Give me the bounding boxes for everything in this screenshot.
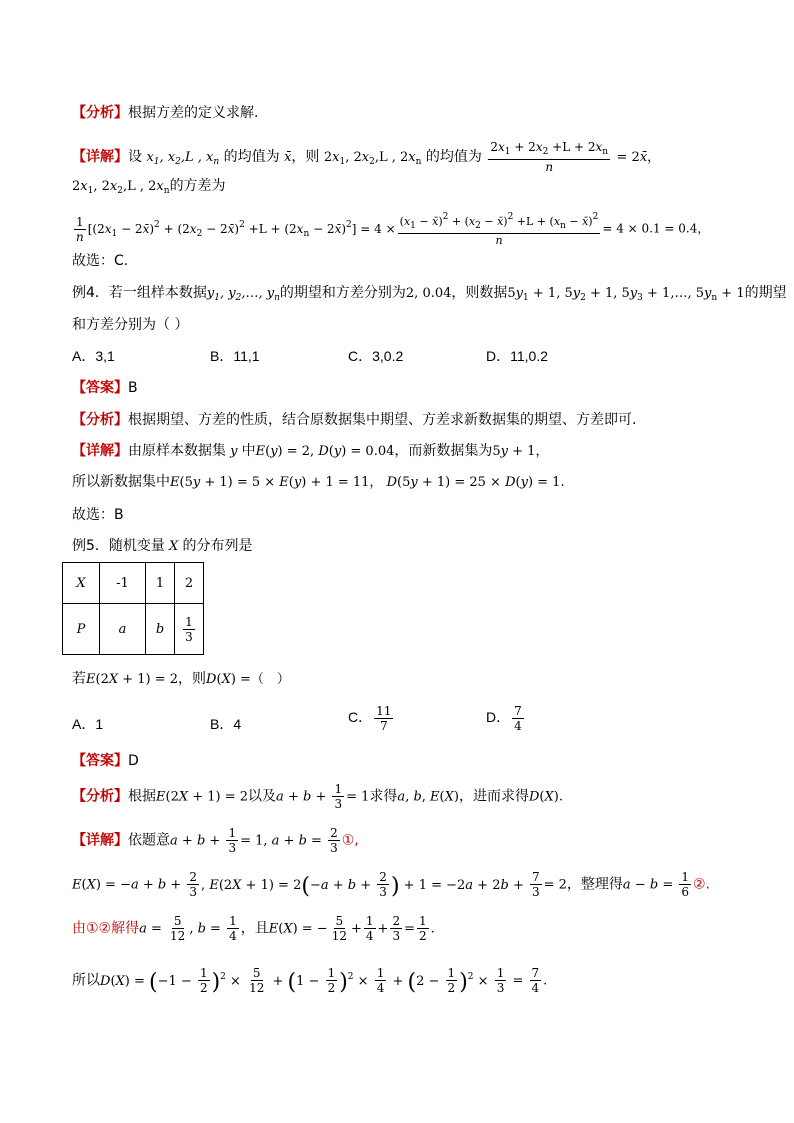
ex5-diff: a − b =	[622, 877, 678, 893]
ex4-detail-line2	[72, 472, 565, 493]
ex5-e2x-expr: , E(2X + 1) = 2(−a + b +	[201, 873, 376, 899]
ex3-variance-heading	[72, 176, 226, 201]
table-cell: a	[100, 604, 146, 655]
ex4-stem-c: ，则数据	[451, 285, 508, 301]
ex5-e2x-expr-b: ) + 1 = −2a + 2b +	[390, 873, 528, 899]
ex3-variance-text: 的方差为	[169, 178, 226, 194]
ex5-line3-a: 由①②解得	[72, 920, 140, 937]
ex5-option-d[interactable]: D． $\frac{7}{4}$	[486, 704, 522, 733]
ex5-b-value: , b =	[189, 921, 226, 937]
ex5-e2x-eq: = 2	[543, 877, 567, 893]
analysis-label: 【分析】	[72, 788, 128, 805]
ex5-ex-value: E(X) = −	[268, 921, 328, 937]
ex4-new-expectation: E(5y + 1) = 5 × E(y) + 1 = 11， D(5y + 1) = 25 × D(y) = 1.	[170, 475, 565, 490]
ex5-analysis-target: D(X).	[528, 789, 563, 805]
ex4-stem-b: 的期望和方差分别为	[279, 285, 406, 301]
ex5-option-d-label: D．	[486, 709, 511, 726]
ex4-option-c[interactable]: C．3,0.2	[348, 348, 404, 364]
ex5-detail-line3: 由①②解得a = $\frac{5}{12}$ , b = $\frac{1}{4}$ ，且E(X) = − $\frac{5}{12}$ + $\frac{1}{4}$ + $\frac{2}{3}$ = $\frac{1}{2}$ .	[72, 914, 435, 943]
ex4-option-a[interactable]: A．3,1	[72, 348, 115, 364]
ex5-dx: D(X) =（ ）	[206, 672, 290, 687]
ex5-detail-a: 依题意	[128, 832, 170, 849]
ex4-stem-a: 例4．若一组样本数据	[72, 285, 207, 301]
ex5-answer-line	[72, 751, 139, 771]
ex5-analysis-b: 以及	[248, 788, 277, 805]
ex3-detail-text-d: 的均值为	[425, 149, 482, 165]
ex4-option-d[interactable]: D．11,0.2	[486, 348, 548, 364]
ex5-analysis-a: 根据	[128, 788, 156, 805]
ex4-given-values: 2, 0.04	[405, 286, 452, 301]
table-cell: 2	[175, 563, 204, 604]
ex3-xbar: x̄	[284, 150, 292, 165]
ex4-given-ed: E(y) = 2, D(y) = 0.04	[255, 444, 395, 459]
ex3-2x-sequence-2: $2x_1$, $2x_2,L$ , $2x_n$	[72, 179, 170, 196]
ex3-variance-formula: $\frac{1}{n}$ [($2x_1$ − 2x̄)$^2$ + ($2x_2$ − 2x̄)$^2$ $+L + (2x_n$ − 2x̄)$^2$] = 4 × $\frac{(x_1 - x̄)^2 + (x_2 - x̄)^2 +L + (x_n - x̄)^2}{n}$ = 4 × 0.1 = 0.4，	[76, 212, 710, 247]
ex4-detail-a: 由原样本数据集	[128, 443, 226, 459]
ex5-analysis-eq2b: = 1	[346, 789, 370, 805]
ex5-analysis-vars: a, b, E(X)	[397, 789, 459, 805]
ex4-stem-d: 的期望	[744, 285, 787, 301]
ex5-mark-2: ②.	[693, 876, 711, 893]
ex5-stem-b: 的分布列是	[182, 538, 253, 554]
ex3-analysis-line	[72, 103, 258, 123]
ex5-analysis-c: 求得	[369, 788, 398, 805]
ex5-stem	[72, 536, 252, 557]
ex3-conclusion: 故选：C.	[72, 253, 129, 269]
ex4-line2-a: 所以新数据集中	[72, 474, 170, 490]
ex5-analysis-line: 【分析】根据E(2X + 1) = 2以及a + b + $\frac{1}{3}$ = 1求得a, b, E(X)，进而求得D(X).	[72, 782, 563, 811]
ex5-analysis-d: ，进而求得	[458, 788, 529, 805]
ex5-option-b[interactable]: B．4	[210, 716, 242, 732]
ex3-mean-fraction: $\frac{2x_1 + 2x_2 +L + 2x_n}{n}$	[490, 140, 609, 174]
ex4-y-sequence: $y_1$, $y_2,\dots$, $y_n$	[206, 286, 280, 303]
ex5-detail-line1: 【详解】依题意a + b + $\frac{1}{3}$ = 1, a + b = $\frac{2}{3}$ ①,	[72, 826, 359, 855]
ex4-answer: B	[128, 380, 138, 396]
ex5-mark-1: ①,	[341, 832, 359, 849]
ex5-detail-line2: E(X) = −a + b + $\frac{2}{3}$ , E(2X + 1) = 2(−a + b + $\frac{2}{3}$ ) + 1 = −2a + 2b + $\frac{7}{3}$ = 2，整理得a − b = $\frac{1}{6}$ ②.	[72, 870, 711, 899]
ex4-conclusion: 故选：B	[72, 507, 124, 523]
answer-label: 【答案】	[72, 753, 128, 769]
ex4-answer-line	[72, 378, 138, 398]
ex4-new-var: 5y + 1，	[492, 444, 549, 459]
ex5-ex-expr: E(X) = −a + b +	[72, 877, 186, 893]
ex4-analysis-text: 根据期望、方差的性质，结合原数据集中期望、方差求新数据集的期望、方差即可.	[128, 412, 637, 428]
table-cell: $\frac{1}{3}$	[175, 604, 204, 655]
ex5-stem-a: 例5．随机变量	[72, 538, 165, 554]
table-cell: 1	[146, 563, 175, 604]
ex3-detail-text-c: ，则	[291, 149, 320, 165]
ex5-analysis-eq1: E(2X + 1) = 2	[156, 789, 249, 805]
ex3-variance-fraction: $\frac{(x_1 - x̄)^2 + (x_2 - x̄)^2 +L + (x_n - x̄)^2}{n}$	[399, 212, 599, 247]
ex5-analysis-eq2: a + b +	[276, 789, 331, 805]
ex5-answer: D	[128, 753, 139, 769]
ex5-line3-b: ，且	[240, 920, 269, 937]
ex5-dx-formula: D(X) = (−1 −	[100, 969, 196, 995]
ex3-detail-line	[72, 140, 660, 174]
ex5-a-value: a =	[139, 921, 167, 937]
ex5-x-var: X	[164, 539, 183, 554]
ex3-x-sequence: $x_1$, $x_2,L$ , $x_n$	[146, 150, 220, 167]
table-cell: P	[63, 604, 100, 655]
ex5-option-c-label: C．	[348, 709, 373, 726]
table-cell: b	[146, 604, 175, 655]
table-row	[63, 563, 204, 604]
ex5-eq-sum: a + b +	[170, 833, 225, 849]
detail-label: 【详解】	[72, 149, 128, 165]
ex3-detail-text-b: 的均值为	[223, 149, 280, 165]
ex3-2x-sequence: $2x_1$, $2x_2,L$ , $2x_n$	[323, 150, 422, 167]
detail-label: 【详解】	[72, 443, 128, 459]
ex4-stem-line1	[72, 283, 787, 308]
ex3-analysis-text: 根据方差的定义求解.	[128, 105, 259, 121]
ex3-one-over-n: $\frac{1}{n}$	[76, 214, 84, 244]
ex5-question	[72, 669, 290, 690]
table-row	[63, 604, 204, 655]
ex5-option-a[interactable]: A．1	[72, 716, 104, 732]
table-cell: X	[63, 563, 100, 604]
ex4-stem-line2: 和方差分别为（ ）	[72, 317, 189, 333]
distribution-table	[62, 562, 204, 655]
ex4-detail-line	[72, 441, 548, 462]
ex4-new-sequence: $5y_1 + 1$, $5y_2 + 1$, $5y_3$ + 1,…, $5y_n + 1$	[507, 286, 745, 303]
ex4-detail-c: ，而新数据集为	[394, 443, 493, 459]
ex4-detail-b: 中	[241, 443, 256, 459]
ex5-condition: E(2X + 1) = 2	[86, 672, 179, 687]
answer-label: 【答案】	[72, 380, 128, 396]
table-cell: -1	[100, 563, 146, 604]
ex4-y-var: y	[226, 444, 242, 459]
analysis-label: 【分析】	[72, 412, 128, 428]
ex5-question-b: ，则	[178, 671, 207, 687]
ex5-line2-tail: ，整理得	[566, 876, 623, 893]
ex4-option-b[interactable]: B．11,1	[210, 348, 260, 364]
detail-label: 【详解】	[72, 832, 128, 849]
ex3-detail-text-a: 设	[128, 149, 142, 165]
ex5-question-a: 若	[72, 671, 86, 687]
ex5-eq-sum-b: = 1, a + b =	[240, 833, 327, 849]
ex5-detail-line4: 所以D(X) = (−1 − $\frac{1}{2}$ )$^2$ × $\frac{5}{12}$ + (1 − $\frac{1}{2}$ )$^2$ × $\frac{1}{4}$ + (2 − $\frac{1}{2}$ )$^2$ × $\frac{1}{3}$ = $\frac{7}{4}$ .	[72, 966, 548, 995]
ex5-option-c[interactable]: C． $\frac{11}{7}$	[348, 704, 392, 733]
ex4-analysis-line	[72, 410, 636, 430]
ex3-mean-result: = 2x̄，	[616, 150, 661, 165]
ex5-line4-a: 所以	[72, 972, 100, 989]
analysis-label: 【分析】	[72, 105, 128, 121]
